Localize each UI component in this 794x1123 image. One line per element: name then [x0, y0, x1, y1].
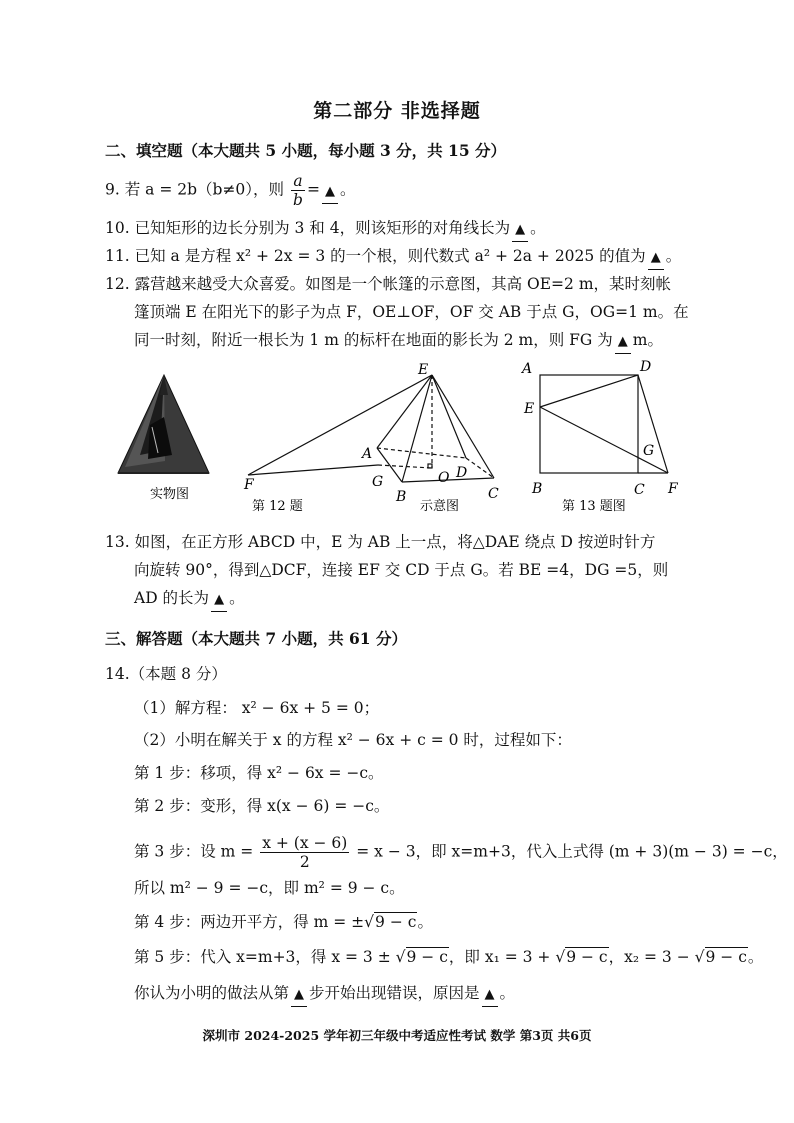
answer-blank[interactable]: ▲ — [482, 984, 498, 1007]
label-E: E — [418, 362, 429, 378]
question-10 — [105, 217, 546, 242]
page-title: 第二部分 非选择题 — [313, 100, 481, 122]
label-A: A — [522, 361, 533, 377]
question-13-line-1 — [105, 531, 655, 553]
fraction-denominator: 2 — [299, 853, 310, 871]
step-5-text: ，x₂ = 3 − √ — [608, 948, 705, 966]
question-number: 10. — [105, 219, 130, 237]
question-14-ask — [134, 982, 515, 1007]
figure-12-caption: 第 12 题 — [252, 499, 303, 514]
answer-blank[interactable]: ▲ — [322, 181, 338, 204]
step-3 — [134, 834, 788, 871]
step-5-text: ，即 x₁ = 3 + √ — [448, 948, 566, 966]
question-13-text: 如图，在正方形 ABCD 中，E 为 AB 上一点，将△DAE 绕点 D 按逆时针方 — [134, 533, 656, 551]
fraction-a-over-b — [291, 172, 305, 209]
equals-sign: = — [306, 180, 320, 199]
question-14-part-1: （1）解方程： x² − 6x + 5 = 0； — [134, 699, 380, 717]
tent-photo — [118, 375, 209, 473]
step-3-text: 第 3 步：设 m = — [134, 842, 254, 861]
period: 。 — [747, 948, 764, 966]
photo-caption: 实物图 — [150, 487, 190, 502]
figure-13-caption: 第 13 题图 — [562, 499, 626, 514]
question-number: 12. — [105, 275, 130, 293]
fraction-numerator: a — [291, 172, 305, 191]
label-F: F — [244, 477, 254, 493]
label-B: B — [532, 481, 543, 497]
question-12-text: 露营越来越受大众喜爱。如图是一个帐篷的示意图，其高 OE=2 m，某时刻帐 — [134, 275, 672, 293]
label-A: A — [362, 446, 373, 462]
label-E: E — [524, 401, 535, 417]
question-12-line-1 — [105, 273, 671, 295]
label-C: C — [488, 486, 499, 502]
unit-text: m。 — [632, 331, 663, 349]
label-C: C — [634, 482, 645, 498]
figures-area — [0, 355, 794, 525]
period: 。 — [665, 247, 682, 265]
question-10-text: 已知矩形的边长分别为 3 和 4，则该矩形的对角线长为 — [134, 219, 511, 237]
section-fill-blank-header: 二、填空题（本大题共 5 小题，每小题 3 分，共 15 分） — [105, 141, 507, 160]
step-3-conclusion: 所以 m² − 9 = −c，即 m² = 9 − c。 — [134, 879, 405, 897]
question-11-text: 已知 a 是方程 x² + 2x = 3 的一个根，则代数式 a² + 2a + 2025 的值为 — [134, 247, 646, 265]
section-solve-header: 三、解答题（本大题共 7 小题，共 61 分） — [105, 629, 407, 648]
question-12-line-2: 篷顶端 E 在阳光下的影子为点 F，OE⊥OF，OF 交 AB 于点 G，OG=1 m。在 — [134, 303, 689, 321]
period: 。 — [499, 984, 516, 1002]
answer-blank[interactable]: ▲ — [615, 331, 631, 354]
question-14-part-2: （2）小明在解关于 x 的方程 x² − 6x + c = 0 时，过程如下： — [134, 731, 572, 749]
question-12-text: 同一时刻，附近一根长为 1 m 的标杆在地面的影长为 2 m，则 FG 为 — [134, 331, 613, 349]
period: 。 — [339, 180, 356, 199]
label-B: B — [396, 489, 407, 505]
label-D: D — [640, 359, 652, 375]
label-O: O — [438, 470, 450, 486]
question-number: 11. — [105, 247, 130, 265]
step-5-text: 第 5 步：代入 x=m+3，得 x = 3 ± √ — [134, 948, 406, 966]
schematic-caption: 示意图 — [420, 499, 460, 514]
label-F: F — [668, 481, 678, 497]
answer-blank[interactable]: ▲ — [211, 589, 227, 612]
step-3-text-cont: = x − 3，即 x=m+3，代入上式得 (m + 3)(m − 3) = −c， — [356, 842, 788, 861]
ask-text: 你认为小明的做法从第 — [134, 984, 290, 1002]
radicand: 9 − c — [375, 913, 417, 931]
question-13-line-2: 向旋转 90°，得到△DCF，连接 EF 交 CD 于点 G。若 BE =4，DG =5，则 — [134, 561, 669, 579]
question-13-text: AD 的长为 — [134, 589, 210, 607]
fraction-step-3 — [260, 834, 349, 871]
question-9-text: 若 a = 2b（b≠0），则 — [124, 180, 285, 199]
label-G: G — [372, 474, 384, 490]
fraction-numerator: x + (x − 6) — [262, 834, 348, 852]
period: 。 — [417, 913, 433, 931]
radicand: 9 − c — [406, 948, 448, 966]
period: 。 — [530, 219, 546, 237]
answer-blank[interactable]: ▲ — [648, 247, 664, 270]
question-12-line-3 — [134, 329, 663, 354]
step-4 — [134, 911, 433, 933]
question-9 — [105, 172, 355, 209]
step-4-text: 第 4 步：两边开平方，得 m = ±√ — [134, 913, 375, 931]
answer-blank[interactable]: ▲ — [291, 984, 307, 1007]
step-5 — [134, 946, 763, 968]
ask-text: 步开始出现错误，原因是 — [309, 984, 480, 1002]
page-footer: 深圳市 2024-2025 学年初三年级中考适应性考试 数学 第3页 共6页 — [202, 1028, 592, 1043]
label-D: D — [456, 465, 468, 481]
step-2: 第 2 步：变形，得 x(x − 6) = −c。 — [134, 797, 390, 815]
fraction-denominator: b — [293, 191, 303, 209]
answer-blank[interactable]: ▲ — [512, 219, 528, 242]
step-1: 第 1 步：移项，得 x² − 6x = −c。 — [134, 764, 384, 782]
period: 。 — [229, 589, 245, 607]
question-14-header: 14.（本题 8 分） — [105, 665, 227, 683]
question-13-line-3 — [134, 587, 245, 612]
label-G: G — [643, 443, 655, 459]
question-number: 9. — [105, 180, 120, 199]
radicand: 9 − c — [705, 948, 747, 966]
question-11 — [105, 245, 681, 270]
radicand: 9 − c — [566, 948, 608, 966]
question-number: 13. — [105, 533, 130, 551]
